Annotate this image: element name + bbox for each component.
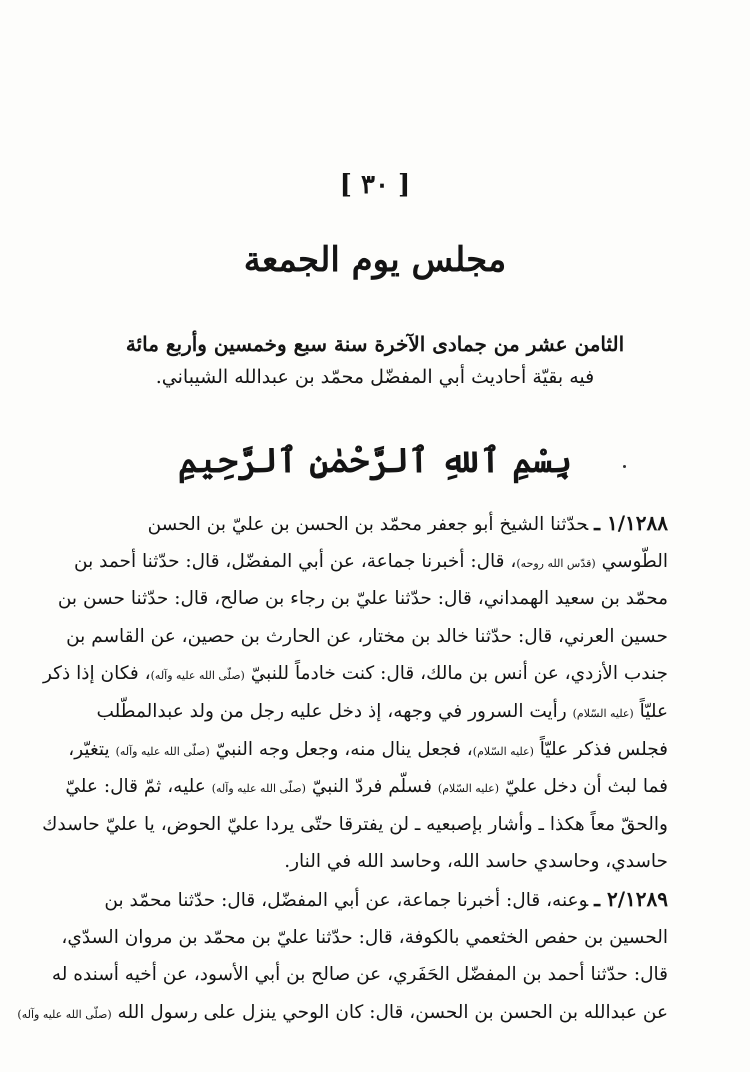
honorific-phrase: (عليه السّلام)	[437, 782, 500, 796]
text-segment: عن عبدالله بن الحسن بن الحسن، قال: كان الوحي ينزل على رسول الله	[111, 1001, 668, 1023]
text-line	[74, 543, 668, 581]
text-line	[82, 693, 668, 731]
text-line	[57, 580, 668, 618]
text-segment: رأيت السرور في وجهه، إذ دخل عليه رجل من ولد عبدالمطّلب	[96, 700, 573, 722]
text-segment: الحسين بن حفص الخثعمي بالكوفة، قال: حدّثنا عليّ بن محمّد بن مروان السدّي،	[61, 926, 668, 948]
text-segment: ، فكان إذا ذكر	[42, 663, 151, 685]
text-segment: جندب الأزدي، عن أنس بن مالك، قال: كنت خادماً للنبيّ	[244, 663, 668, 685]
hadith-text-body	[17, 505, 668, 1031]
session-date: الثامن عشر من جمادى الآخرة سنة سبع وخمسين وأربع مائة	[125, 332, 625, 356]
text-line	[42, 655, 668, 693]
text-segment: وعنه، قال: أخبرنا جماعة، عن أبي المفضّل، قال: حدّثنا محمّد بن	[104, 889, 589, 911]
text-line	[68, 731, 668, 769]
text-segment: قال: حدّثنا أحمد بن المفضّل الحَفَري، عن صالح بن أبي الأسود، عن أخيه أسنده له	[51, 964, 668, 986]
text-segment: فما لبث أن دخل عليّ	[499, 776, 668, 798]
text-segment: يتغيّر،	[68, 738, 116, 760]
text-line	[51, 956, 668, 994]
text-line	[82, 505, 668, 543]
hadith-number: ٢/١٢٨٩ ـ	[594, 886, 668, 911]
honorific-phrase: (عليه السّلام)	[572, 706, 634, 720]
basmala: بِسْمِ ٱللهِ ٱلرَّحْمٰنِ ٱلرَّحِيمِ	[177, 441, 573, 481]
text-segment: فسلّم فردّ النبيّ	[305, 776, 438, 798]
stray-mark	[623, 465, 626, 468]
text-line	[42, 806, 668, 844]
honorific-phrase: (قدّس الله روحه)	[516, 556, 596, 570]
text-line	[61, 919, 668, 957]
text-segment: حاسدي، وحاسدي حاسد الله، وحاسد الله في النار.	[284, 851, 668, 873]
text-segment: ، فجعل ينال منه، وجعل وجه النبيّ	[209, 738, 473, 760]
text-segment: حدّثنا الشيخ أبو جعفر محمّد بن الحسن بن عليّ بن الحسن	[147, 514, 589, 535]
honorific-phrase: (صلّى الله عليه وآله)	[150, 669, 245, 683]
honorific-phrase: (صلّى الله عليه وآله)	[17, 1007, 112, 1021]
session-intro: فيه بقيّة أحاديث أبي المفضّل محمّد بن عبدالله الشيباني.	[155, 366, 595, 388]
honorific-phrase: (صلّى الله عليه وآله)	[211, 782, 306, 796]
text-line	[82, 843, 668, 881]
hadith-number: ١/١٢٨٨ ـ	[594, 511, 668, 535]
text-line	[82, 881, 668, 919]
text-segment: عليّاً	[633, 700, 668, 722]
session-title: مجلس يوم الجمعة	[243, 240, 507, 280]
text-segment: حسين العرني، قال: حدّثنا خالد بن مختار، عن الحارث بن حصين، عن القاسم بن	[66, 625, 668, 647]
session-number: [ ٣٠ ]	[339, 170, 411, 200]
text-segment: عليه، ثمّ قال: عليّ	[65, 776, 212, 798]
text-segment: ، قال: أخبرنا جماعة، عن أبي المفضّل، قال: حدّثنا أحمد بن	[74, 550, 517, 572]
text-segment: الطّوسي	[595, 550, 668, 572]
text-segment: محمّد بن سعيد الهمداني، قال: حدّثنا عليّ بن رجاء بن صالح، قال: حدّثنا حسن بن	[57, 588, 668, 610]
text-line	[66, 618, 668, 656]
honorific-phrase: (عليه السّلام)	[472, 744, 534, 758]
text-segment: والحقّ معاً هكذا ـ وأشار بإصبعيه ـ لن يفترقا حتّى يردا عليّ الحوض، يا عليّ حاسدك	[42, 813, 668, 835]
text-line	[65, 768, 668, 806]
text-line	[17, 994, 668, 1032]
honorific-phrase: (صلّى الله عليه وآله)	[115, 744, 210, 758]
text-segment: فجلس فذكر عليّاً	[533, 738, 668, 760]
